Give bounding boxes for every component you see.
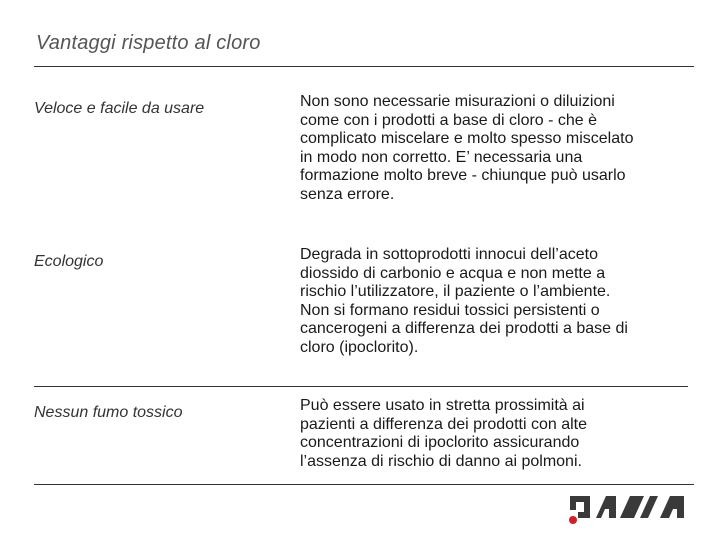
description-line: Non si formano residui tossici persistenti o [300,301,600,319]
slide-title: Vantaggi rispetto al cloro [36,32,261,54]
row-description-no-toxic-fumes [300,397,700,471]
logo-letter-m [620,496,644,518]
logo-letter-g [570,496,590,518]
description-line: pazienti a differenza dei prodotti con alte [300,415,588,433]
description-line: rischio l’utilizzatore, il paziente o l’ambiente. [300,283,611,301]
description-line: in modo non corretto. E’ necessaria una [300,148,583,166]
description-line: formazione molto breve - chiunque può usarlo [300,167,626,185]
description-line: complicato miscelare e molto spesso miscelato [300,130,634,148]
description-line: Può essere usato in stretta prossimità ai [300,397,585,414]
gama-logo [566,492,690,526]
bottom-divider [34,484,694,485]
description-line: cancerogeni a differenza dei prodotti a base di [300,320,628,338]
row-term-fast-easy: Veloce e facile da usare [34,100,205,117]
row-term-ecological: Ecologico [34,253,104,270]
logo-letter-m-stroke [640,496,658,518]
logo-red-dot [569,516,577,524]
logo-letter-a-1 [596,496,616,518]
row-description-fast-easy [300,93,700,205]
description-line: concentrazioni di ipoclorito assicurando [300,434,580,452]
description-line: Non sono necessarie misurazioni o diluizioni [300,93,615,110]
top-divider [34,66,694,67]
middle-divider [34,386,688,387]
description-line: come con i prodotti a base di cloro - che è [300,111,598,129]
description-line: senza errore. [300,185,395,203]
description-line: cloro (ipoclorito). [300,338,419,356]
row-description-ecological [300,246,700,358]
description-line: diossido di carbonio e acqua e non mette a [300,264,606,282]
logo-letter-a-2 [660,496,684,518]
row-term-no-toxic-fumes: Nessun fumo tossico [34,404,183,421]
description-line: Degrada in sottoprodotti innocui dell’aceto [300,246,598,263]
description-line: l’assenza di rischio di danno ai polmoni. [300,452,582,470]
